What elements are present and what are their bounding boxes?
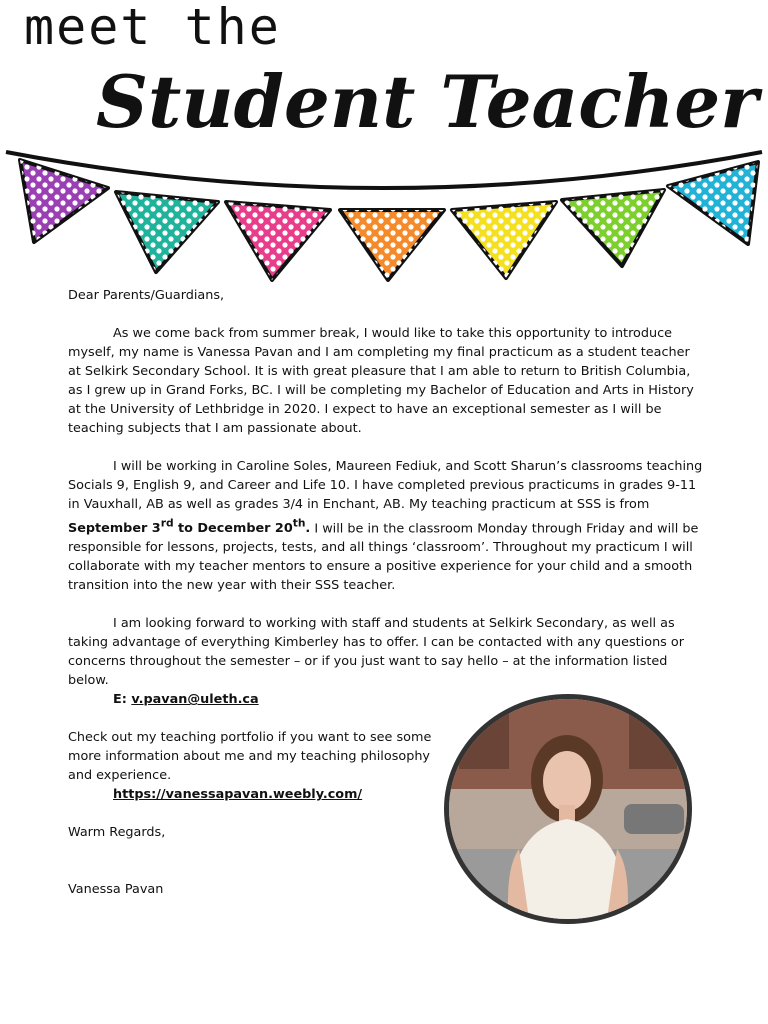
paragraph-intro: As we come back from summer break, I would like to take this opportunity to introduce myself, my name is Vanessa Pavan and I am completing my final practicum as a student teacher at Selkirk Secondary School. It is with great pleasure that I am able to return to British Columbia, as I grew up in Grand Forks, BC. I will be completing my Bachelor of Education and Arts in History at the University of Lethbridge in 2020. I expect to have an exceptional semester as I will be teaching subjects that I am passionate about. (68, 326, 694, 436)
paragraph-practicum-text-a: I will be working in Caroline Soles, Maureen Fediuk, and Scott Sharun’s classrooms teaching Socials 9, English 9, and Career and Life 10. I have completed previous practicums in grades 9-11 in Vauxhall, AB as well as grades 3/4 in Enchant, AB. My teaching practicum at SSS is from (68, 459, 703, 512)
paragraph-practicum-text-b: I will be in the classroom Monday through Friday and will be responsible for lessons, projects, tests, and all things ‘classroom’. Throughout my practicum I will collaborate with my teacher mentors to ensure a positive experience for your child and a smooth transition into the new year with their SSS teacher. (68, 521, 699, 594)
paragraph-closing-info: I am looking forward to working with staff and students at Selkirk Secondary, as well as taking advantage of everything Kimberley has to offer. I can be contacted with any questions or concerns throughout the semester – or if you just want to say hello – at the information listed below. (68, 616, 684, 689)
bunting-banner (0, 140, 768, 290)
closing: Warm Regards, (68, 825, 166, 841)
signature: Vanessa Pavan (68, 882, 164, 898)
profile-photo (444, 694, 692, 924)
email-link[interactable]: v.pavan@uleth.ca (131, 692, 259, 708)
pennant-dots (226, 202, 330, 280)
practicum-dates (68, 517, 311, 537)
end-date-suffix: th (292, 517, 306, 530)
email-label: E: (113, 692, 132, 708)
pennant-dots (668, 162, 758, 244)
portfolio-text: Check out my teaching portfolio if you want to see some more information about me and my teaching philosophy and experience. (68, 730, 432, 784)
start-date-suffix: rd (160, 517, 174, 530)
bunting-string (6, 152, 762, 188)
pennant-dots (340, 210, 444, 280)
header-student-teacher: Student Teacher (96, 59, 759, 144)
salutation: Dear Parents/Guardians, (68, 288, 225, 303)
dates-period: . (305, 521, 311, 537)
header-meet-the: meet the (24, 0, 281, 56)
start-date: September 3 (68, 521, 161, 537)
paragraph-practicum (68, 457, 704, 595)
end-date: to December 20 (173, 521, 293, 537)
pennant-dots (452, 202, 556, 278)
pennant-dots (562, 190, 664, 266)
portfolio-link[interactable]: https://vanessapavan.weebly.com/ (113, 787, 363, 803)
